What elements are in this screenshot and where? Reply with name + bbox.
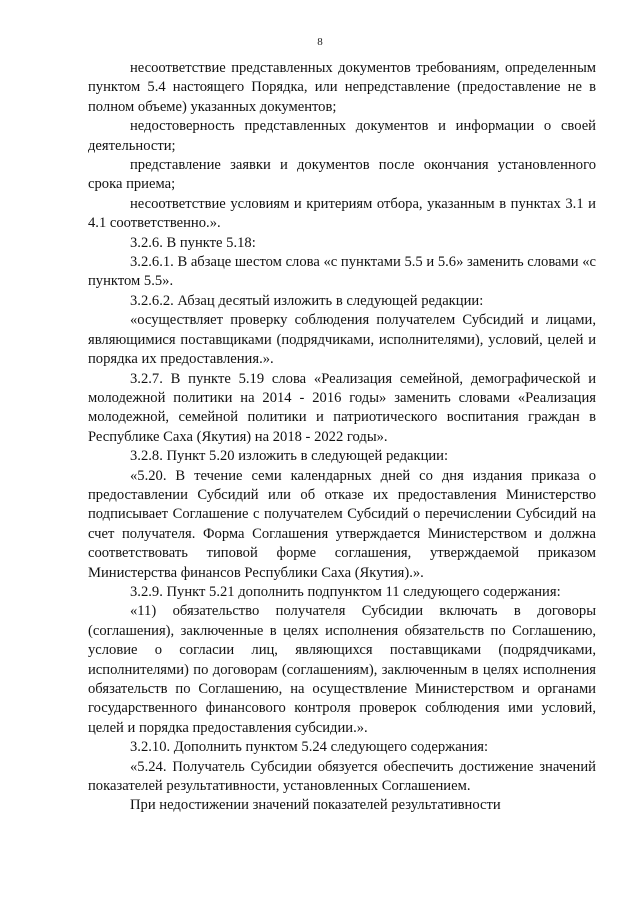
paragraph: «5.24. Получатель Субсидии обязуется обеспечить достижение значений показателей результативности, установленных Соглашением. bbox=[88, 758, 596, 795]
paragraph: 3.2.6. В пункте 5.18: bbox=[130, 234, 256, 251]
paragraph: 3.2.8. Пункт 5.20 изложить в следующей редакции: bbox=[130, 448, 449, 465]
paragraph: «11) обязательство получателя Субсидии включать в договоры (соглашения), заключенные в целях исполнения обязательств по Соглашению, условие о согласии лиц, являющихся поставщиками (подрядчиками, исполнителями) по договорам (соглашениям), заключенным в целях исполнения обязательств по Соглашению, на осуществление Министерством и органами государственного финансового контроля проверок соблюдения ими условий, целей и порядка предоставления субсидии.». bbox=[88, 603, 596, 736]
document-body bbox=[88, 59, 596, 816]
paragraph: 3.2.10. Дополнить пунктом 5.24 следующего содержания: bbox=[130, 739, 489, 756]
paragraph: несоответствие условиям и критериям отбора, указанным в пунктах 3.1 и 4.1 соответственно.». bbox=[88, 195, 596, 232]
paragraph: 3.2.7. В пункте 5.19 слова «Реализация семейной, демографической и молодежной политики на 2014 - 2016 годы» заменить словами «Реализация молодежной, семейной политики и патриотического воспитания граждан в Республике Саха (Якутия) на 2018 - 2022 годы». bbox=[88, 370, 596, 445]
paragraph: 3.2.6.2. Абзац десятый изложить в следующей редакции: bbox=[130, 292, 484, 309]
paragraph: представление заявки и документов после окончания установленного срока приема; bbox=[88, 157, 596, 193]
paragraph: 3.2.9. Пункт 5.21 дополнить подпунктом 11 следующего содержания: bbox=[130, 583, 561, 600]
paragraph: несоответствие представленных документов требованиям, определенным пунктом 5.4 настоящего Порядка, или непредставление (предоставление не в полном объеме) указанных документов; bbox=[88, 60, 596, 115]
page-number: 8 bbox=[317, 36, 323, 48]
paragraph: недостоверность представленных документов и информации о своей деятельности; bbox=[88, 118, 596, 154]
paragraph: 3.2.6.1. В абзаце шестом слова «с пунктами 5.5 и 5.6» заменить словами «с пунктом 5.5». bbox=[88, 254, 596, 290]
paragraph: «осуществляет проверку соблюдения получателем Субсидий и лицами, являющимися поставщиками (подрядчиками, исполнителями), условий, целей и порядка их предоставления.». bbox=[88, 312, 596, 368]
paragraph: «5.20. В течение семи календарных дней со дня издания приказа о предоставлении Субсидий или об отказе их предоставления Министерство подписывает Соглашение с получателем Субсидий о перечислении Субсидий на счет получателя. Форма Соглашения утверждается Министерством и должна соответствовать типовой форме соглашения, утверждаемой приказом Министерства финансов Республики Саха (Якутия).». bbox=[88, 467, 596, 581]
paragraph: При недостижении значений показателей результативности bbox=[130, 797, 501, 814]
